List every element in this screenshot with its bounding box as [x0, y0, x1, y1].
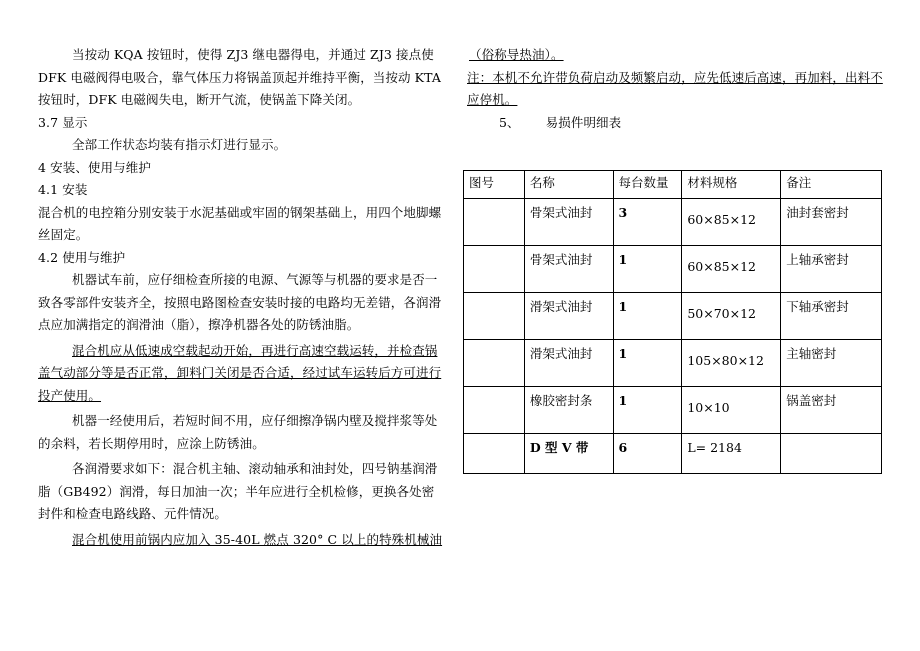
header-name: 名称: [524, 171, 613, 199]
cell-spec: 60×85×12: [682, 199, 781, 246]
cell-quantity: 1: [613, 246, 682, 293]
paragraph-trial-check: 机器试车前，应仔细检查所接的电源、气源等与机器的要求是否一致各零部件安装齐全，按照电路图检查安装时接的电路均无差错，各润滑点应加满指定的润滑油（脂），擦净机器各处的防锈油脂。: [38, 272, 442, 332]
cell-quantity: 1: [613, 340, 682, 387]
note-startup: 注：本机不允许带负荷启动及频繁启动，应先低速后高速，再加料，出料不应停机。: [467, 69, 883, 107]
cell-quantity: 1: [613, 293, 682, 340]
cell-spec: 10×10: [682, 387, 781, 434]
cell-spec: 105×80×12: [682, 340, 781, 387]
table-row: [464, 293, 882, 340]
left-column: [38, 44, 446, 551]
cell-figure-no: [464, 199, 525, 246]
cell-figure-no: [464, 387, 525, 434]
cell-name: 滑架式油封: [524, 340, 613, 387]
paragraph-startup: 混合机应从低速成空载起动开始，再进行高速空载运转，并检查锅盖气动部分等是否正常，卸料门关闭是否合适，经过试车运转后方可进行投产使用。: [38, 342, 442, 403]
cell-figure-no: [464, 246, 525, 293]
header-quantity: 每台数量: [613, 171, 682, 199]
paragraph-oil-continued: （俗称导热油）。: [469, 47, 564, 62]
cell-name: 骨架式油封: [524, 246, 613, 293]
cell-spec: L= 2184: [682, 434, 781, 474]
section-5-heading: [467, 112, 887, 135]
table-row: [464, 246, 882, 293]
heading-4-1: 4.1 安装: [38, 182, 88, 197]
cell-name: 骨架式油封: [524, 199, 613, 246]
cell-remark: 油封套密封: [781, 199, 882, 246]
cell-remark: 下轴承密封: [781, 293, 882, 340]
cell-figure-no: [464, 293, 525, 340]
cell-spec: 50×70×12: [682, 293, 781, 340]
section-number: 5、: [499, 114, 520, 130]
heading-4-2: 4.2 使用与维护: [38, 249, 126, 265]
paragraph-lubrication: 各润滑要求如下：混合机主轴、滚动轴承和油封处，四号钠基润滑脂（GB492）润滑，每日加油一次；半年应进行全机检修，更换各处密封件和检查电路线路、元件情况。: [38, 461, 438, 521]
cell-remark: 主轴密封: [781, 340, 882, 387]
paragraph-install: 混合机的电控箱分别安装于水泥基础或牢固的钢架基础上，用四个地脚螺丝固定。: [38, 204, 442, 242]
cell-name: 滑架式油封: [524, 293, 613, 340]
paragraph-storage: 机器一经使用后，若短时间不用，应仔细擦净锅内壁及搅拌浆等处的余料，若长期停用时，应涂上防锈油。: [38, 413, 438, 451]
table-row: [464, 387, 882, 434]
right-column: [467, 44, 887, 134]
cell-figure-no: [464, 340, 525, 387]
heading-3-7: 3.7 显示: [38, 114, 88, 130]
cell-figure-no: [464, 434, 525, 474]
header-remark: 备注: [781, 171, 882, 199]
header-spec: 材料规格: [682, 171, 781, 199]
table-row: [464, 434, 882, 474]
paragraph-kqa: 当按动 KQA 按钮时，使得 ZJ3 继电器得电，并通过 ZJ3 接点使 DFK 电磁阀得电吸合，靠气体压力将锅盖顶起并维持平衡，当按动 KTA 按钮时，DFK 电磁阀失电，断开气流，使锅盖下降关闭。: [38, 47, 442, 107]
table-row: [464, 199, 882, 246]
cell-name: 橡胶密封条: [524, 387, 613, 434]
paragraph-display: 全部工作状态均装有指示灯进行显示。: [72, 137, 287, 152]
paragraph-oil: 混合机使用前锅内应加入 35-40L 燃点 320° C 以上的特殊机械油: [72, 531, 443, 547]
cell-remark: 上轴承密封: [781, 246, 882, 293]
table-row: [464, 340, 882, 387]
table-header-row: [464, 171, 882, 199]
heading-4: 4 安装、使用与维护: [38, 159, 151, 175]
section-title: 易损件明细表: [545, 114, 622, 130]
cell-quantity: 3: [613, 199, 682, 246]
header-figure-no: 图号: [464, 171, 525, 199]
cell-quantity: 6: [613, 434, 682, 474]
cell-quantity: 1: [613, 387, 682, 434]
cell-spec: 60×85×12: [682, 246, 781, 293]
cell-remark: 锅盖密封: [781, 387, 882, 434]
spare-parts-table: [463, 170, 882, 474]
cell-remark: [781, 434, 882, 474]
cell-name: D 型 V 带: [524, 434, 613, 474]
